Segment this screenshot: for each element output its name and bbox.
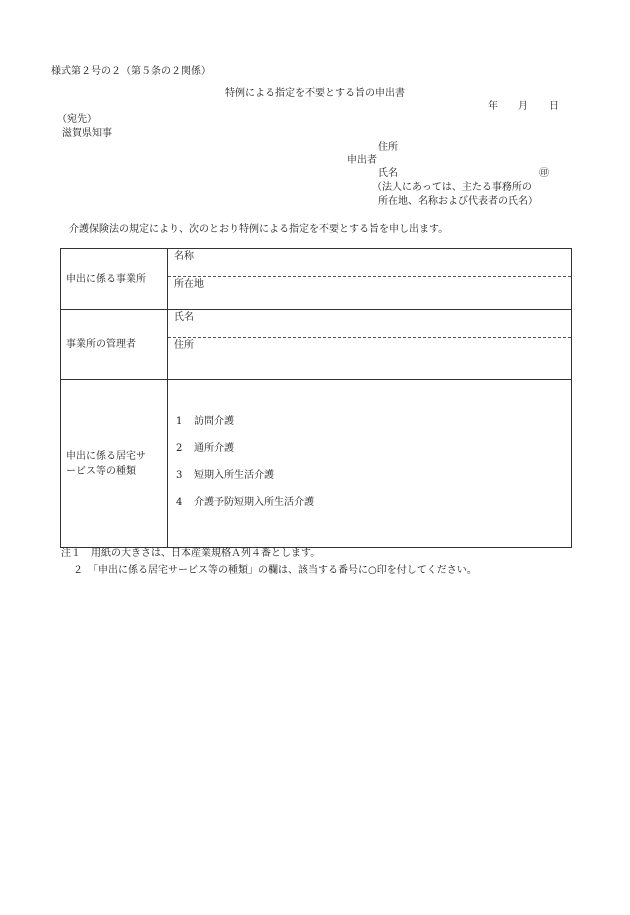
service-type-heading-line2: ービス等の種類: [66, 465, 136, 477]
service-type-item[interactable]: [176, 416, 571, 443]
service-type-item[interactable]: [176, 443, 571, 470]
date-month-label: 月: [518, 101, 528, 112]
corporation-note-line1: （法人にあっては、主たる事務所の: [372, 182, 532, 193]
date-year-label: 年: [488, 101, 498, 112]
applicant-address-label: 住所: [378, 142, 398, 153]
service-type-label: 介護予防短期入所生活介護: [194, 497, 314, 508]
office-name-label: 名称: [174, 251, 194, 262]
office-location-label: 所在地: [174, 279, 204, 290]
seal-mark: ㊞: [539, 168, 549, 179]
applicant-label: 申出者: [347, 155, 377, 166]
service-type-heading-line1: 申出に係る居宅サ: [66, 450, 146, 462]
manager-name-field[interactable]: [168, 310, 571, 338]
office-details-cell: [168, 249, 572, 310]
addressee-label: （宛先）: [57, 114, 97, 125]
service-type-number: 1: [176, 416, 183, 427]
note-1: 注１ 用紙の大きさは、日本産業規格Ａ列４番とします。: [61, 548, 321, 559]
manager-address-field[interactable]: [168, 338, 571, 379]
date-day-label: 日: [549, 101, 559, 112]
service-type-label: 通所介護: [194, 443, 234, 454]
service-type-heading: [61, 380, 168, 548]
application-table: [60, 248, 572, 548]
service-type-label: 短期入所生活介護: [194, 470, 274, 481]
manager-name-label: 氏名: [174, 312, 194, 323]
service-type-cell: [168, 380, 572, 548]
service-type-label: 訪問介護: [194, 416, 234, 427]
document-title: 特例による指定を不要とする旨の申出書: [225, 88, 405, 99]
manager-details-cell: [168, 310, 572, 380]
service-type-item[interactable]: [176, 470, 571, 497]
applicant-name-label: 氏名: [378, 168, 398, 179]
note-2: ２ 「申出に係る居宅サービス等の種類」の欄は、該当する番号に○印を付してください。: [73, 565, 477, 576]
statement-text: 介護保険法の規定により、次のとおり特例による指定を不要とする旨を申し出ます。: [69, 224, 449, 235]
corporation-note-line2: 所在地、名称および代表者の氏名）: [378, 196, 538, 207]
service-type-item[interactable]: [176, 497, 571, 524]
service-type-number: 3: [176, 470, 183, 481]
manager-address-label: 住所: [174, 340, 194, 351]
office-location-field[interactable]: [168, 277, 571, 309]
office-heading: 申出に係る事業所: [61, 249, 168, 310]
service-type-number: 4: [176, 497, 183, 508]
service-type-number: 2: [176, 443, 183, 454]
addressee-name: 滋賀県知事: [62, 128, 112, 139]
office-name-field[interactable]: [168, 249, 571, 277]
form-number: 様式第２号の２（第５条の２関係）: [51, 66, 211, 77]
manager-heading: 事業所の管理者: [61, 310, 168, 380]
service-type-list: [168, 380, 571, 524]
